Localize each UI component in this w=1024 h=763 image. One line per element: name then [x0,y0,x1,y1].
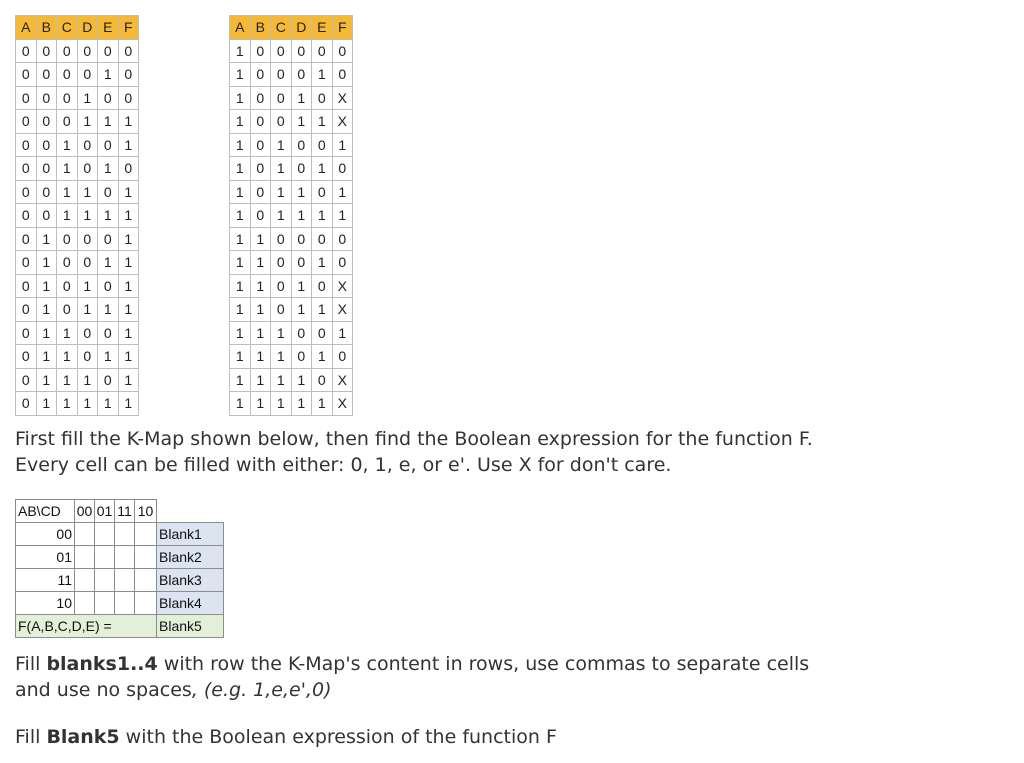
truth-table-cell: 1 [36,321,57,345]
truth-table-cell: 1 [36,251,57,275]
truth-table-row [16,368,139,392]
truth-table-cell: 0 [77,133,98,157]
truth-table-cell: 1 [98,157,119,181]
truth-table-cell: 1 [77,180,98,204]
truth-table-cell: 0 [271,274,292,298]
truth-table-header-cell: A [16,16,37,40]
truth-table-cell: 1 [312,204,333,228]
truth-table-cell: 0 [271,110,292,134]
truth-table-cell: 1 [250,298,271,322]
blank4-field[interactable]: Blank4 [157,592,224,615]
truth-table-cell: 0 [271,86,292,110]
truth-table-cell: 0 [250,63,271,87]
truth-table-cell: 1 [250,368,271,392]
truth-table-cell: 0 [16,227,37,251]
truth-table-cell: 0 [291,39,312,63]
truth-table-cell: 0 [16,157,37,181]
truth-table-cell: 0 [291,227,312,251]
truth-table-cell: 0 [77,321,98,345]
truth-table-header-cell: F [118,16,139,40]
truth-table-cell: 0 [98,86,119,110]
k-map-cell [135,523,157,546]
truth-table-row [230,204,353,228]
blank5-field[interactable]: Blank5 [157,615,224,638]
truth-table-cell: 0 [16,345,37,369]
truth-table-cell: 1 [250,321,271,345]
truth-table-cell: 1 [271,392,292,416]
truth-table-cell: 1 [230,39,251,63]
truth-table-row [230,392,353,416]
truth-table-header-row [16,16,139,40]
k-map-function-row [16,615,224,638]
k-map-row-header: 01 [16,546,75,569]
truth-table-cell: 1 [230,251,251,275]
truth-table-cell: 1 [36,298,57,322]
truth-table-cell: 1 [230,321,251,345]
truth-table-cell: 0 [312,227,333,251]
truth-table-cell: 0 [98,39,119,63]
truth-table-cell: 1 [250,392,271,416]
truth-table-cell: 1 [312,345,333,369]
truth-table-cell: 1 [291,298,312,322]
truth-table-cell: 1 [291,110,312,134]
truth-table-row [230,321,353,345]
truth-table-cell: 1 [77,86,98,110]
truth-table-row [230,298,353,322]
truth-table-header-cell: B [250,16,271,40]
k-map-row [16,569,224,592]
truth-table-header-cell: B [36,16,57,40]
truth-table-left [15,15,139,416]
truth-table-cell: 1 [36,274,57,298]
truth-table-cell: 0 [332,251,353,275]
truth-table-cell: 0 [271,227,292,251]
function-label: F(A,B,C,D,E) = [16,615,157,638]
truth-table-cell: 0 [271,298,292,322]
truth-table-cell: 0 [291,345,312,369]
truth-table-cell: 1 [250,345,271,369]
truth-table-cell: 1 [230,392,251,416]
truth-table-row [230,274,353,298]
truth-table-cell: 1 [118,368,139,392]
truth-table-cell: 0 [57,227,78,251]
truth-table-cell: X [332,298,353,322]
truth-table-cell: 0 [250,133,271,157]
truth-table-cell: 0 [271,251,292,275]
k-map-col-header: 00 [75,500,95,523]
truth-table-header-row [230,16,353,40]
text-fragment: with the Boolean expression of the function F [119,726,557,748]
truth-table-cell: 1 [332,180,353,204]
truth-table-cell: 0 [312,368,333,392]
truth-table-cell: 1 [118,227,139,251]
k-map-cell [95,592,115,615]
truth-table-cell: 1 [291,180,312,204]
truth-table-cell: 1 [98,251,119,275]
truth-table-header-cell: A [230,16,251,40]
truth-table-row [16,110,139,134]
k-map-cell [75,546,95,569]
k-map-cell [75,569,95,592]
truth-table-cell: X [332,110,353,134]
truth-table-cell: 1 [250,227,271,251]
bold-term: blanks1..4 [46,653,158,675]
k-map-col-header: 11 [115,500,135,523]
truth-table-cell: 0 [291,63,312,87]
truth-table-cell: 0 [16,298,37,322]
truth-table-cell: 1 [230,274,251,298]
k-map-col-header: 10 [135,500,157,523]
truth-table-cell: 1 [312,392,333,416]
truth-table-cell: 0 [250,39,271,63]
truth-table-cell: 1 [57,345,78,369]
truth-table-cell: 0 [57,86,78,110]
truth-table-row [230,110,353,134]
truth-table-row [16,227,139,251]
truth-table-header-cell: D [77,16,98,40]
truth-table-cell: 0 [16,392,37,416]
text-fragment: Fill [15,726,47,748]
truth-table-cell: 0 [332,227,353,251]
truth-table-row [16,298,139,322]
truth-table-cell: 1 [230,345,251,369]
truth-table-cell: 1 [312,251,333,275]
truth-table-row [230,251,353,275]
truth-table-cell: 1 [77,392,98,416]
truth-table-cell: 1 [118,321,139,345]
truth-table-row [16,204,139,228]
truth-table-cell: 0 [16,180,37,204]
truth-table-cell: 0 [271,39,292,63]
truth-table-cell: 1 [271,180,292,204]
truth-table-cell: 0 [271,63,292,87]
truth-table-cell: 0 [250,86,271,110]
truth-table-cell: 1 [230,133,251,157]
truth-table-cell: 0 [36,63,57,87]
truth-table-cell: 1 [36,227,57,251]
k-map-row-header: 11 [16,569,75,592]
truth-table-cell: 0 [312,321,333,345]
truth-table-cell: 1 [332,133,353,157]
truth-table-cell: 0 [77,39,98,63]
text-fragment: Fill [15,653,47,675]
truth-table-cell: 0 [250,204,271,228]
truth-table-cell: 0 [291,321,312,345]
truth-table-header-cell: C [271,16,292,40]
truth-table-cell: 0 [16,110,37,134]
truth-table-cell: 1 [57,133,78,157]
truth-table-cell: 1 [36,392,57,416]
truth-table-cell: 1 [332,204,353,228]
truth-table-cell: 1 [291,392,312,416]
truth-table-row [16,321,139,345]
truth-table-cell: 0 [16,251,37,275]
example-text: , (e.g. 1,e,e',0) [191,679,332,701]
truth-table-row [230,157,353,181]
truth-table-cell: 1 [77,298,98,322]
truth-table-cell: 0 [16,274,37,298]
truth-table-row [16,251,139,275]
truth-table-cell: 1 [230,368,251,392]
truth-table-cell: 1 [230,298,251,322]
truth-table-cell: 0 [36,86,57,110]
k-map-row-header: 10 [16,592,75,615]
truth-table-cell: 1 [36,345,57,369]
truth-table-cell: 1 [118,110,139,134]
truth-table-row [16,274,139,298]
truth-table-row [16,157,139,181]
truth-table-cell: 1 [118,392,139,416]
k-map-cell [115,523,135,546]
truth-table-cell: 0 [332,63,353,87]
truth-table-cell: 1 [98,204,119,228]
truth-table-cell: 0 [312,133,333,157]
truth-table-cell: 1 [291,274,312,298]
truth-table-cell: 0 [332,345,353,369]
truth-table-header-cell: C [57,16,78,40]
truth-table-cell: 0 [57,63,78,87]
truth-table-cell: 1 [57,204,78,228]
truth-table-cell: 1 [98,345,119,369]
truth-table-cell: 1 [230,63,251,87]
truth-table-cell: 0 [16,368,37,392]
truth-table-row [16,180,139,204]
truth-table-cell: 1 [98,110,119,134]
k-map-cell [135,546,157,569]
k-map-cell [75,523,95,546]
k-map-cell [115,592,135,615]
blank5-instructions [15,724,835,750]
truth-table-row [230,86,353,110]
truth-table-cell: 1 [118,204,139,228]
truth-table-cell: 1 [271,204,292,228]
truth-table-cell: 0 [77,63,98,87]
truth-table-header-cell: E [312,16,333,40]
k-map-cell [135,569,157,592]
truth-table-cell: 1 [118,274,139,298]
k-map-cell [115,569,135,592]
truth-table-header-cell: D [291,16,312,40]
k-map-table [15,499,224,638]
truth-table-cell: 0 [57,274,78,298]
truth-table-cell: 0 [332,157,353,181]
truth-table-row [230,180,353,204]
truth-table-cell: 1 [77,204,98,228]
truth-table-cell: 1 [36,368,57,392]
truth-table-cell: 0 [118,86,139,110]
truth-table-cell: 0 [118,157,139,181]
truth-table-row [16,133,139,157]
truth-table-cell: 0 [312,180,333,204]
truth-table-cell: 1 [230,110,251,134]
truth-table-cell: 0 [77,345,98,369]
truth-table-cell: 0 [98,180,119,204]
k-map-row-header: 00 [16,523,75,546]
truth-table-cell: 0 [118,63,139,87]
truth-table-cell: 1 [230,86,251,110]
k-map-cell [95,523,115,546]
truth-table-cell: 1 [77,368,98,392]
truth-table-cell: 1 [312,63,333,87]
truth-table-row [16,39,139,63]
truth-table-cell: 1 [57,368,78,392]
truth-table-cell: 0 [77,251,98,275]
truth-table-cell: 0 [291,133,312,157]
truth-table-cell: 1 [291,368,312,392]
truth-table-cell: 1 [230,227,251,251]
bold-term: Blank5 [46,726,120,748]
k-map-cell [135,592,157,615]
k-map-header-spacer [157,500,224,523]
truth-table-cell: 0 [36,39,57,63]
truth-table-cell: 0 [98,321,119,345]
blank1-field[interactable]: Blank1 [157,523,224,546]
k-map-row [16,523,224,546]
truth-table-cell: 0 [332,39,353,63]
truth-table-cell: X [332,86,353,110]
truth-table-cell: 0 [57,298,78,322]
truth-table-cell: 0 [16,321,37,345]
blank2-field[interactable]: Blank2 [157,546,224,569]
truth-table-cell: 0 [77,227,98,251]
k-map-cell [75,592,95,615]
truth-table-cell: 1 [77,274,98,298]
truth-table-cell: 1 [77,110,98,134]
truth-table-cell: 0 [16,204,37,228]
truth-table-cell: 1 [57,157,78,181]
truth-table-row [230,227,353,251]
truth-table-cell: 1 [118,298,139,322]
truth-table-row [16,63,139,87]
truth-table-header-cell: E [98,16,119,40]
truth-table-cell: 0 [118,39,139,63]
k-map-col-header: 01 [95,500,115,523]
truth-table-cell: 1 [230,157,251,181]
truth-table-cell: X [332,392,353,416]
truth-table-cell: 1 [118,345,139,369]
truth-table-cell: 0 [98,227,119,251]
truth-table-right [229,15,353,416]
truth-table-cell: 0 [57,39,78,63]
truth-table-cell: 0 [250,180,271,204]
k-map-cell [95,569,115,592]
text-fragment: with row the K-Map's content in rows, use commas to separate cells and use no spaces [15,653,810,701]
truth-table-row [230,368,353,392]
truth-table-cell: 1 [291,86,312,110]
truth-table-cell: 1 [230,180,251,204]
k-map-row [16,546,224,569]
truth-table-cell: 0 [36,204,57,228]
truth-table-cell: 1 [118,180,139,204]
truth-table-cell: 1 [332,321,353,345]
truth-table-cell: 0 [98,368,119,392]
truth-table-cell: 1 [291,204,312,228]
truth-table-cell: X [332,368,353,392]
truth-table-row [230,345,353,369]
k-map-cell [115,546,135,569]
truth-table-cell: 0 [16,133,37,157]
truth-table-cell: 1 [57,180,78,204]
truth-table-cell: 1 [57,392,78,416]
truth-table-cell: 1 [250,274,271,298]
truth-table-cell: 1 [271,368,292,392]
k-map-header-row [16,500,224,523]
truth-table-cell: 0 [250,157,271,181]
k-map-row [16,592,224,615]
truth-table-cell: 0 [57,110,78,134]
truth-table-cell: 0 [291,157,312,181]
truth-table-cell: 1 [118,133,139,157]
truth-table-cell: 0 [57,251,78,275]
truth-table-cell: 0 [36,180,57,204]
truth-table-cell: 0 [77,157,98,181]
truth-table-cell: 0 [16,63,37,87]
truth-table-cell: 1 [118,251,139,275]
truth-table-cell: 0 [98,133,119,157]
truth-table-cell: 1 [230,204,251,228]
truth-table-row [16,345,139,369]
truth-table-cell: 0 [291,251,312,275]
truth-table-cell: 0 [36,157,57,181]
truth-table-row [230,39,353,63]
truth-table-cell: X [332,274,353,298]
truth-table-cell: 1 [250,251,271,275]
truth-table-cell: 1 [271,345,292,369]
truth-table-cell: 0 [36,133,57,157]
instructions-paragraph: First fill the K-Map shown below, then find the Boolean expression for the function F. Every cell can be filled with either: 0, 1, e, or e'. Use X for don't care. [15,428,813,476]
truth-table-cell: 1 [312,157,333,181]
truth-table-row [16,392,139,416]
truth-table-row [230,63,353,87]
truth-table-cell: 0 [250,110,271,134]
blanks-instructions [15,651,835,703]
k-map-corner-label: AB\CD [16,500,75,523]
truth-table-cell: 0 [36,110,57,134]
truth-table-row [230,133,353,157]
truth-table-cell: 1 [98,392,119,416]
truth-table-cell: 1 [98,298,119,322]
truth-table-cell: 1 [271,133,292,157]
truth-table-cell: 0 [312,86,333,110]
truth-table-cell: 0 [312,274,333,298]
truth-table-row [16,86,139,110]
truth-table-header-cell: F [332,16,353,40]
truth-table-cell: 1 [312,298,333,322]
k-map-cell [95,546,115,569]
truth-table-cell: 1 [57,321,78,345]
truth-table-cell: 0 [16,86,37,110]
truth-table-cell: 0 [98,274,119,298]
truth-table-cell: 1 [271,157,292,181]
truth-table-cell: 1 [271,321,292,345]
truth-table-cell: 1 [312,110,333,134]
truth-table-cell: 0 [312,39,333,63]
truth-table-cell: 0 [16,39,37,63]
blank3-field[interactable]: Blank3 [157,569,224,592]
truth-table-cell: 1 [98,63,119,87]
